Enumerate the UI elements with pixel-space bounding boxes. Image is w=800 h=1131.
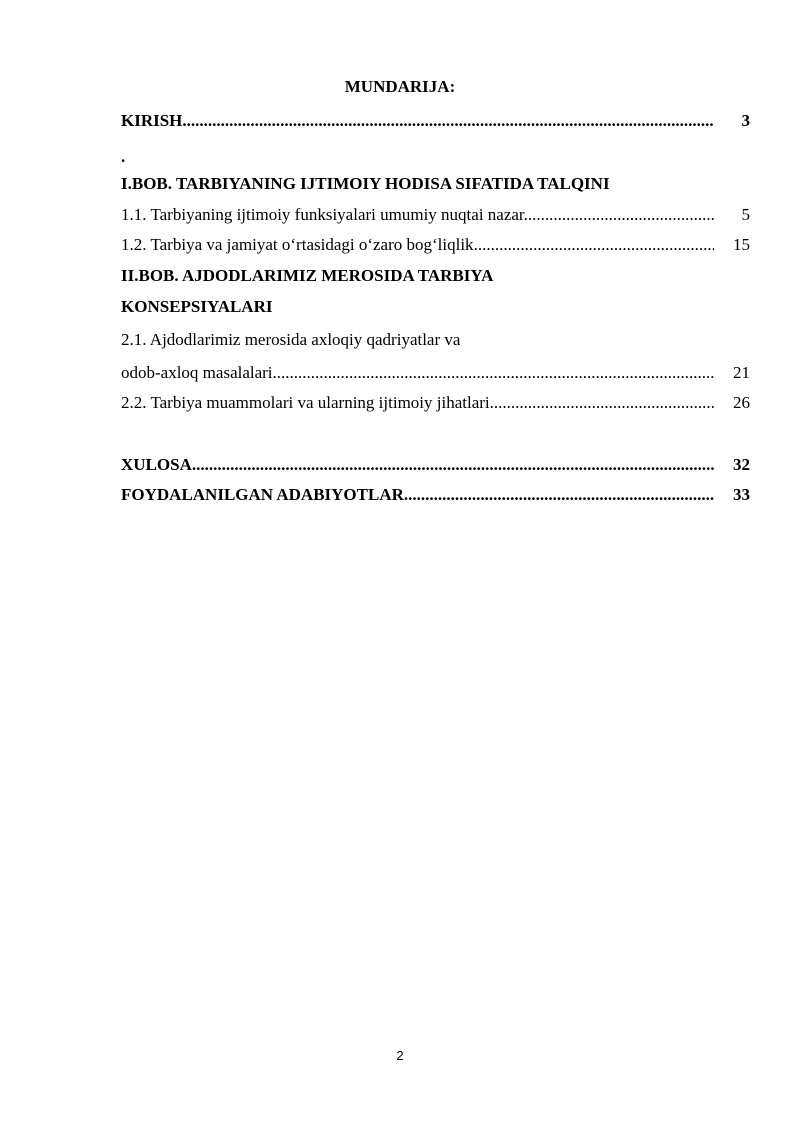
toc-page-number: 5 (741, 205, 750, 224)
toc-page-number: 3 (741, 111, 750, 130)
toc-entry-2-1[interactable] (121, 361, 750, 385)
dot-leader (404, 485, 714, 504)
dot-leader (192, 455, 714, 474)
toc-entry-1-2[interactable] (121, 233, 750, 257)
dot-leader (273, 363, 714, 382)
toc-title: MUNDARIJA: (344, 77, 456, 96)
dot-leader (474, 235, 714, 254)
toc-page-number: 15 (733, 235, 750, 254)
dot-leader (182, 111, 714, 130)
toc-page-number: 26 (733, 393, 750, 412)
toc-entry-2-2[interactable] (121, 391, 750, 415)
chapter-heading: I.BOB. TARBIYANING IJTIMOIY HODISA SIFATIDA TALQINI (121, 174, 610, 193)
toc-entry-label: 2.2. Tarbiya muammolari va ularning ijtimoiy jihatlari (121, 393, 490, 412)
toc-entry-label: odob-axloq masalalari (121, 363, 273, 382)
toc-page-number: 33 (733, 485, 750, 504)
toc-entry-label: KIRISH (121, 111, 183, 130)
toc-entry-intro[interactable] (121, 109, 750, 133)
toc-entry-label: 1.2. Tarbiya va jamiyat o‘rtasidagi o‘zaro bog‘liqlik (121, 235, 474, 254)
toc-entry-1-1[interactable] (121, 203, 750, 227)
toc-entry-conclusion[interactable] (121, 453, 750, 477)
dot-leader (490, 393, 714, 412)
chapter-heading: KONSEPSIYALARI (121, 297, 273, 316)
chapter-heading: II.BOB. AJDODLARIMIZ MEROSIDA TARBIYA (121, 266, 494, 285)
toc-entry-label: FOYDALANILGAN ADABIYOTLAR (121, 485, 404, 504)
toc-entry-label: 2.1. Ajdodlarimiz merosida axloqiy qadriyatlar va (121, 330, 461, 349)
page-number-footer: 2 (396, 1048, 404, 1063)
toc-page-number: 21 (733, 363, 750, 382)
toc-entry-label: 1.1. Tarbiyaning ijtimoiy funksiyalari umumiy nuqtai nazar (121, 205, 524, 224)
toc-entry-label: XULOSA (121, 455, 192, 474)
toc-page-number: 32 (733, 455, 750, 474)
dot-leader (524, 205, 714, 224)
toc-entry-references[interactable] (121, 483, 750, 507)
